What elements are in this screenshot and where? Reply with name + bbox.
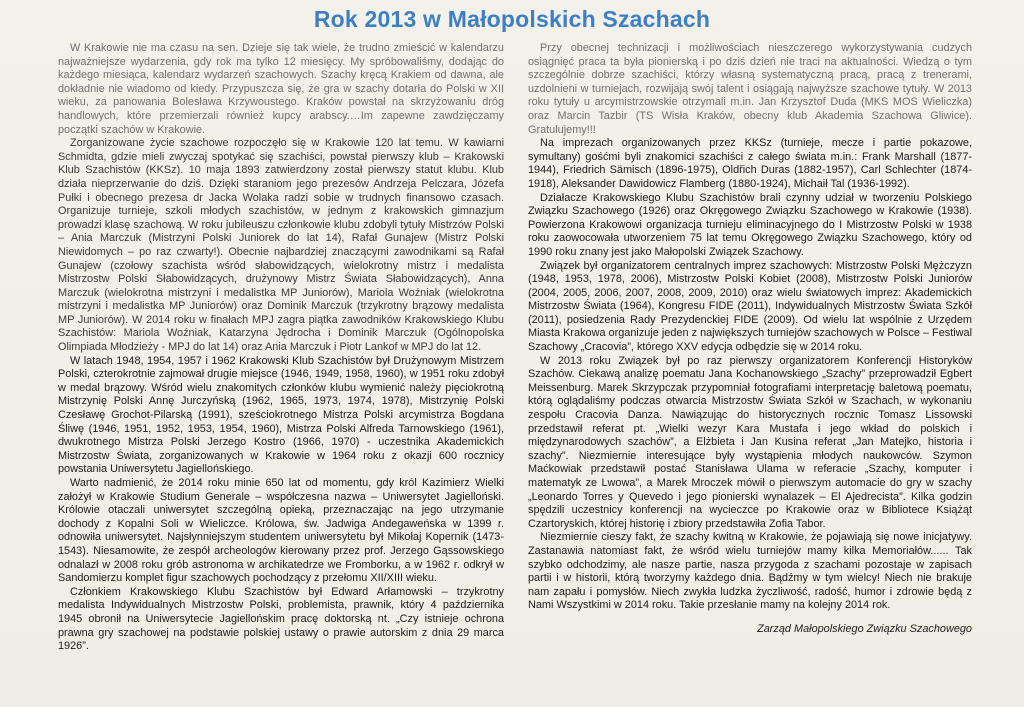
paragraph: Warto nadmienić, że 2014 roku minie 650 lat od momentu, gdy król Kazimierz Wielki założył w Krakowie Studium Generale – współczesna nazwa – Uniwersytet Jagielloński. Królowie otaczali uniwersytet szczególną opieką, przeznaczając na jego utrzymanie dochody z Kopalni Soli w Wieliczce. Królowa, św. Jadwiga Andegaweńska w 1399 r. odnowiła uniwersytet. Najsłynniejszym studentem uniwersytetu był Mikołaj Kopernik (1473-1543). Niesamowite, że zespół archeologów kierowany przez prof. Jerzego Gąssowskiego odnalazł w 2008 roku grób astronoma w archikatedrze we Fromborku, a w 1962 r. odkrył w Sandomierzu komplet figur szachowych pochodzący z przełomu XII/XIII wieku. xyxy=(58,477,504,585)
paragraph: Przy obecnej technizacji i możliwościach nieszczerego wykorzystywania cudzych osiągnięć praca ta była pionierską i po dziś dzień nie traci na aktualności. Wiedzą o tym szczególnie dobrze szachiści, którzy własną systematyczną pracą, pracą z trenerami, uzdolnieni w turniejach, rozwijają swój talent i osiągają najwyższe szachowe tytuły. W 2013 roku tytuły u arcymistrzowskie otrzymali m.in. Jan Krzysztof Duda (MKS MOS Wieliczka) oraz Marcin Tazbir (TS Wisła Kraków, obecny klub Akademia Szachowa Gliwice). Gratulujemy!!! xyxy=(528,42,972,136)
paragraph: Zorganizowane życie szachowe rozpoczęło się w Krakowie 120 lat temu. W kawiarni Schmidta, gdzie mieli zwyczaj spotykać się szachiści, powstał pierwszy klub – Krakowski Klub Szachistów (KKSz). 10 maja 1893 zatwierdzony został pierwszy statut klubu. Klub działa nieprzerwanie do dziś. Dzięki staraniom jego prezesów Andrzeja Pelczara, Józefa Pułki i obecnego prezesa dr Jacka Wolaka radzi sobie w trudnych finansowo czasach. Organizuje turnieje, szkoli młodych szachistów, w jednym z krakowskich gimnazjum prowadzi klasę szachową. W roku jubileuszu członkowie klubu zdobyli tytuły Mistrzów Polski – Ania Marczuk (Mistrzyni Polski Juniorek do lat 14), Rafał Gunajew (Mistrz Polski Niewidomych – po raz czwarty!). Obecnie najbardziej znaczącymi zawodnikami są Rafał Gunajew (czołowy szachista wśród słabowidzących, wielokrotny mistrz i medalista Mistrzostw Polski Słabowidzących, drużynowy Mistrz Świata Słabowidzących), Anna Marczuk (wielokrotna mistrzyni i medalistka MP Juniorów), Mariola Woźniak (wielokrotna mistrzyni i medalistka MP Juniorów) oraz Dominik Marczuk (trzykrotny brązowy medalista MP Juniorów). W 2014 roku w finałach MPJ zagra piątka zawodników Krakowskiego Klubu Szachistów: Mariola Woźniak, Katarzyna Jędrocha i Dominik Marczuk (Ogólnopolska Olimpiada Młodzieży - MPJ do lat 14) oraz Ania Marczuk i Piotr Lankof w MPJ do lat 12. xyxy=(58,137,504,354)
signature: Zarząd Małopolskiego Związku Szachowego xyxy=(757,622,972,635)
paragraph: W 2013 roku Związek był po raz pierwszy organizatorem Konferencji Historyków Szachów. Ciekawą analizę poematu Jana Kochanowskiego „Szachy” przeprowadził Egbert Meissenburg. Marek Skrzypczak przypomniał fotografiami interpretację baletową poematu, którą oglądaliśmy podczas otwarcia Mistrzostw Świata Szkół w Szachach, w wykonaniu zespołu Cracovia Danza. Nawiązując do historycznych rocznic Tomasz Lissowski przedstawił referat pt. „Wielki wezyr Kara Mustafa i jego wkład do polskich i międzynarodowych szachów”, a Elżbieta i Jan Kusina referat „Jan Matejko, historia i szachy”. Niezmiernie interesujące były wystąpienia młodych naukowców. Szymon Maćkowiak przedstawił postać Stanisława Ulama w referacie „Szachy, komputer i matematyk ze Lwowa”, a Marek Mroczek mówił o pierwszym automacie do gry w szachy „Leonardo Torres y Quevedo i jego pionierski wynalazek – El Ajedrecista”. Kilka godzin spędzili uczestnicy konferencji na wycieczce po Krakowie oraz w Bibliotece Książąt Czartoryskich, której historię i zbiory przedstawiła Zofia Tabor. xyxy=(528,354,972,530)
paragraph: Związek był organizatorem centralnych imprez szachowych: Mistrzostw Polski Mężczyzn (1948, 1953, 1978, 2006), Mistrzostw Polski Kobiet (2008), Mistrzostw Polski Juniorów (2004, 2005, 2006, 2007, 2008, 2009, 2010) oraz wielu światowych imprez: Akademickich Mistrzostw Świata (1964), Kongresu FIDE (2011), Indywidualnych Mistrzostw Świata Szkół (2011), posiedzenia Rady Prezydenckiej FIDE (2009). Od wielu lat wspólnie z Urzędem Miasta Krakowa organizuje jeden z największych turniejów szachowych w Polsce – Festiwal Szachowy „Cracovia”, którego XXV edycja odbędzie się w 2014 roku. xyxy=(528,259,972,354)
paragraph: Na imprezach organizowanych przez KKSz (turnieje, mecze i partie pokazowe, symultany) gośćmi byli znakomici szachiści z całego świata m.in.: Frank Marshall (1877-1944), Friedrich Sämisch (1896-1975), Oldřich Duras (1882-1957), Carl Schlechter (1874-1918), Aleksander Dawidowicz Flamberg (1880-1924), Michaił Tal (1936-1992). xyxy=(528,137,972,190)
paragraph: Niezmiernie cieszy fakt, że szachy kwitną w Krakowie, że pojawiają się nowe inicjatywy. Zastanawia natomiast fakt, że wśród wielu turniejów mamy kilka Memoriałów...... Tak szybko odchodzimy, ale nasze partie, nasza przygoda z szachami pozostaje w zapisach partii i w historii, którą tworzymy każdego dnia. Bądźmy w tym wielcy! Niech nie brakuje nam zapału i pomysłów. Niech zwykła ludzka życzliwość, radość, humor i zdrowie będą z Nami Wszystkimi w 2014 roku. Takie przesłanie mamy na kolejny 2014 rok. xyxy=(528,531,972,612)
paragraph: W latach 1948, 1954, 1957 i 1962 Krakowski Klub Szachistów był Drużynowym Mistrzem Polski, czterokrotnie zajmował drugie miejsce (1946, 1949, 1958, 1960), w 1951 roku zdobył w medal brązowy. Wśród wielu znakomitych członków klubu wymienić należy pięciokrotną Mistrzynię Polski Annę Jurczyńską (1962, 1965, 1973, 1974, 1978), Mistrzynię Polski Czesławę Grochot-Pilarską (1991), sześciokrotnego Mistrza Polski arcymistrza Bogdana Śliwę (1946, 1951, 1952, 1953, 1954, 1960), Mistrza Polski Alfreda Tarnowskiego (1961), dwukrotnego Mistrza Polski Jerzego Kostro (1966, 1970) - uczestnika Akademickich Mistrzostw Świata, zorganizowanych w Krakowie w 1964 roku z okazji 600 rocznicy powstania Uniwersytetu Jagiellońskiego. xyxy=(58,354,504,476)
paragraph: Członkiem Krakowskiego Klubu Szachistów był Edward Arłamowski – trzykrotny medalista Indywidualnych Mistrzostw Polski, problemista, prawnik, który 4 października 1945 obronił na Uniwersytecie Jagiellońskim pracę doktorską nt. „Czy istnieje ochrona prawna gry szachowej na podstawie polskiej ustawy o prawie autorskim z dnia 29 marca 1926”. xyxy=(58,585,504,653)
right-column xyxy=(528,42,972,692)
paragraph: Działacze Krakowskiego Klubu Szachistów brali czynny udział w tworzeniu Polskiego Związku Szachowego (1926) oraz Okręgowego Związku Szachowego w Krakowie (1938). Powierzona Krakowowi organizacja turnieju eliminacyjnego do I Mistrzostw Polski w 1938 roku zaowocowała utworzeniem 75 lat temu Okręgowego Związku Szachowego, który od 1990 roku znany jest jako Małopolski Związek Szachowy. xyxy=(528,191,972,258)
left-column xyxy=(58,42,504,692)
paragraph: W Krakowie nie ma czasu na sen. Dzieje się tak wiele, że trudno zmieścić w kalendarzu najważniejsze wydarzenia, gdy rok ma tylko 12 miesięcy. My spróbowaliśmy, dodając do każdego miesiąca, kalendarz wydarzeń szachowych. Szachy kręcą Krakiem od dawna, ale dokładnie nie wiadomo od kiedy. Przypuszcza się, że gra w szachy dotarła do Polski w XII wieku, za panowania Bolesława Krzywoustego. Kraków powstał na skrzyżowaniu dróg handlowych, które przemierzali również kupcy arabscy.…Im zapewne zawdzięczamy początki szachów w Krakowie. xyxy=(58,42,504,136)
article-title: Rok 2013 w Małopolskich Szachach xyxy=(313,6,711,32)
